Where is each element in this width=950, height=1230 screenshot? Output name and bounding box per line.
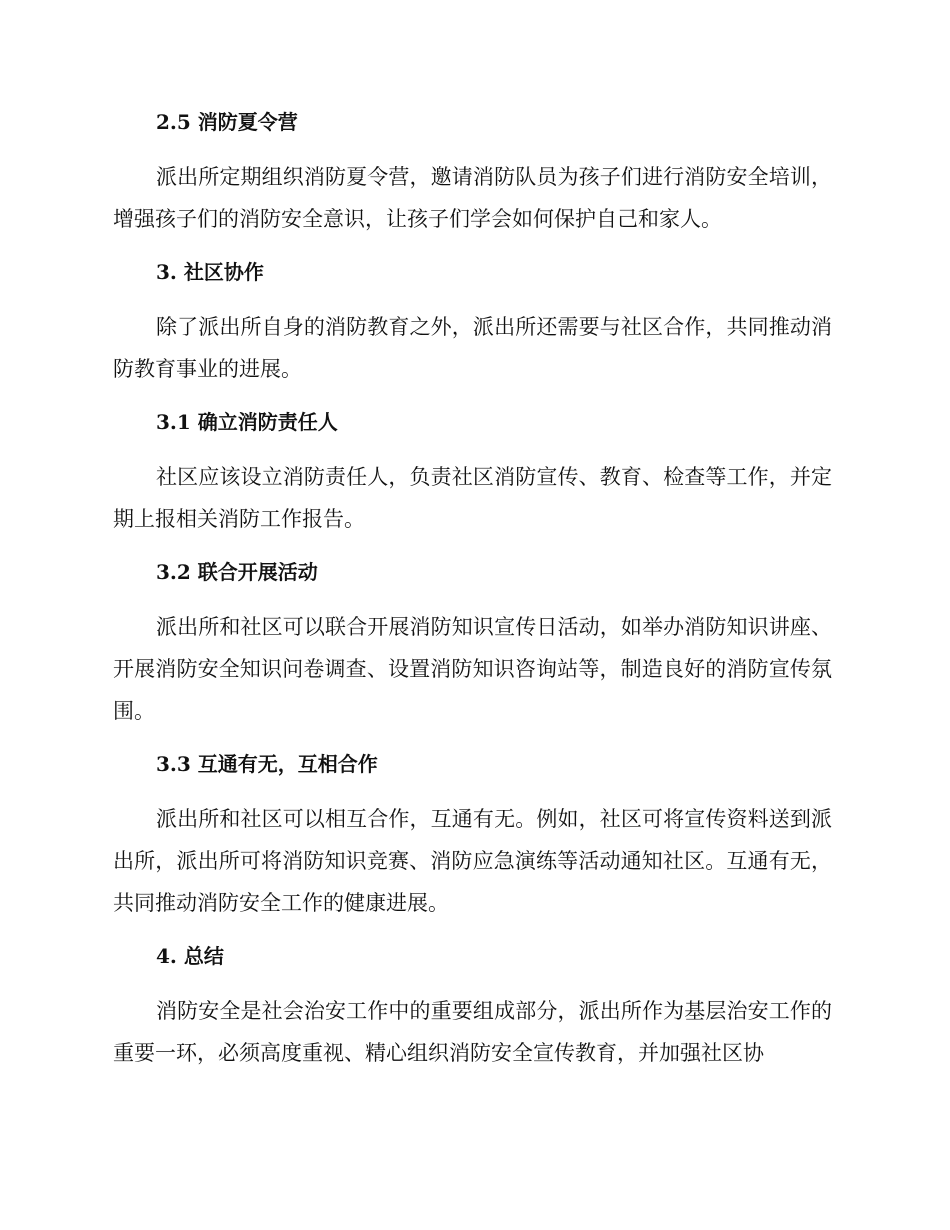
section-heading-4: 4. 总结 bbox=[156, 944, 224, 968]
section-paragraph-3-2: 派出所和社区可以联合开展消防知识宣传日活动，如举办消防知识讲座、开展消防安全知识问卷调查、设置消防知识咨询站等，制造良好的消防宣传氛围。 bbox=[113, 615, 832, 723]
section-paragraph-3-3: 派出所和社区可以相互合作，互通有无。例如，社区可将宣传资料送到派出所，派出所可将消防知识竞赛、消防应急演练等活动通知社区。互通有无，共同推动消防安全工作的健康进展。 bbox=[113, 807, 832, 915]
section-paragraph-4: 消防安全是社会治安工作中的重要组成部分，派出所作为基层治安工作的重要一环，必须高度重视、精心组织消防安全宣传教育，并加强社区协 bbox=[113, 999, 832, 1065]
section-paragraph-3-1: 社区应该设立消防责任人，负责社区消防宣传、教育、检查等工作，并定期上报相关消防工作报告。 bbox=[113, 465, 832, 531]
section-heading-2-5: 2.5 消防夏令营 bbox=[156, 110, 298, 134]
section-heading-3-1: 3.1 确立消防责任人 bbox=[156, 410, 338, 434]
section-paragraph-3: 除了派出所自身的消防教育之外，派出所还需要与社区合作，共同推动消防教育事业的进展。 bbox=[113, 315, 832, 381]
section-heading-3: 3. 社区协作 bbox=[156, 260, 264, 284]
section-paragraph-2-5: 派出所定期组织消防夏令营，邀请消防队员为孩子们进行消防安全培训，增强孩子们的消防安全意识，让孩子们学会如何保护自己和家人。 bbox=[113, 165, 832, 231]
section-heading-3-3: 3.3 互通有无，互相合作 bbox=[156, 752, 378, 776]
section-heading-3-2: 3.2 联合开展活动 bbox=[156, 560, 318, 584]
